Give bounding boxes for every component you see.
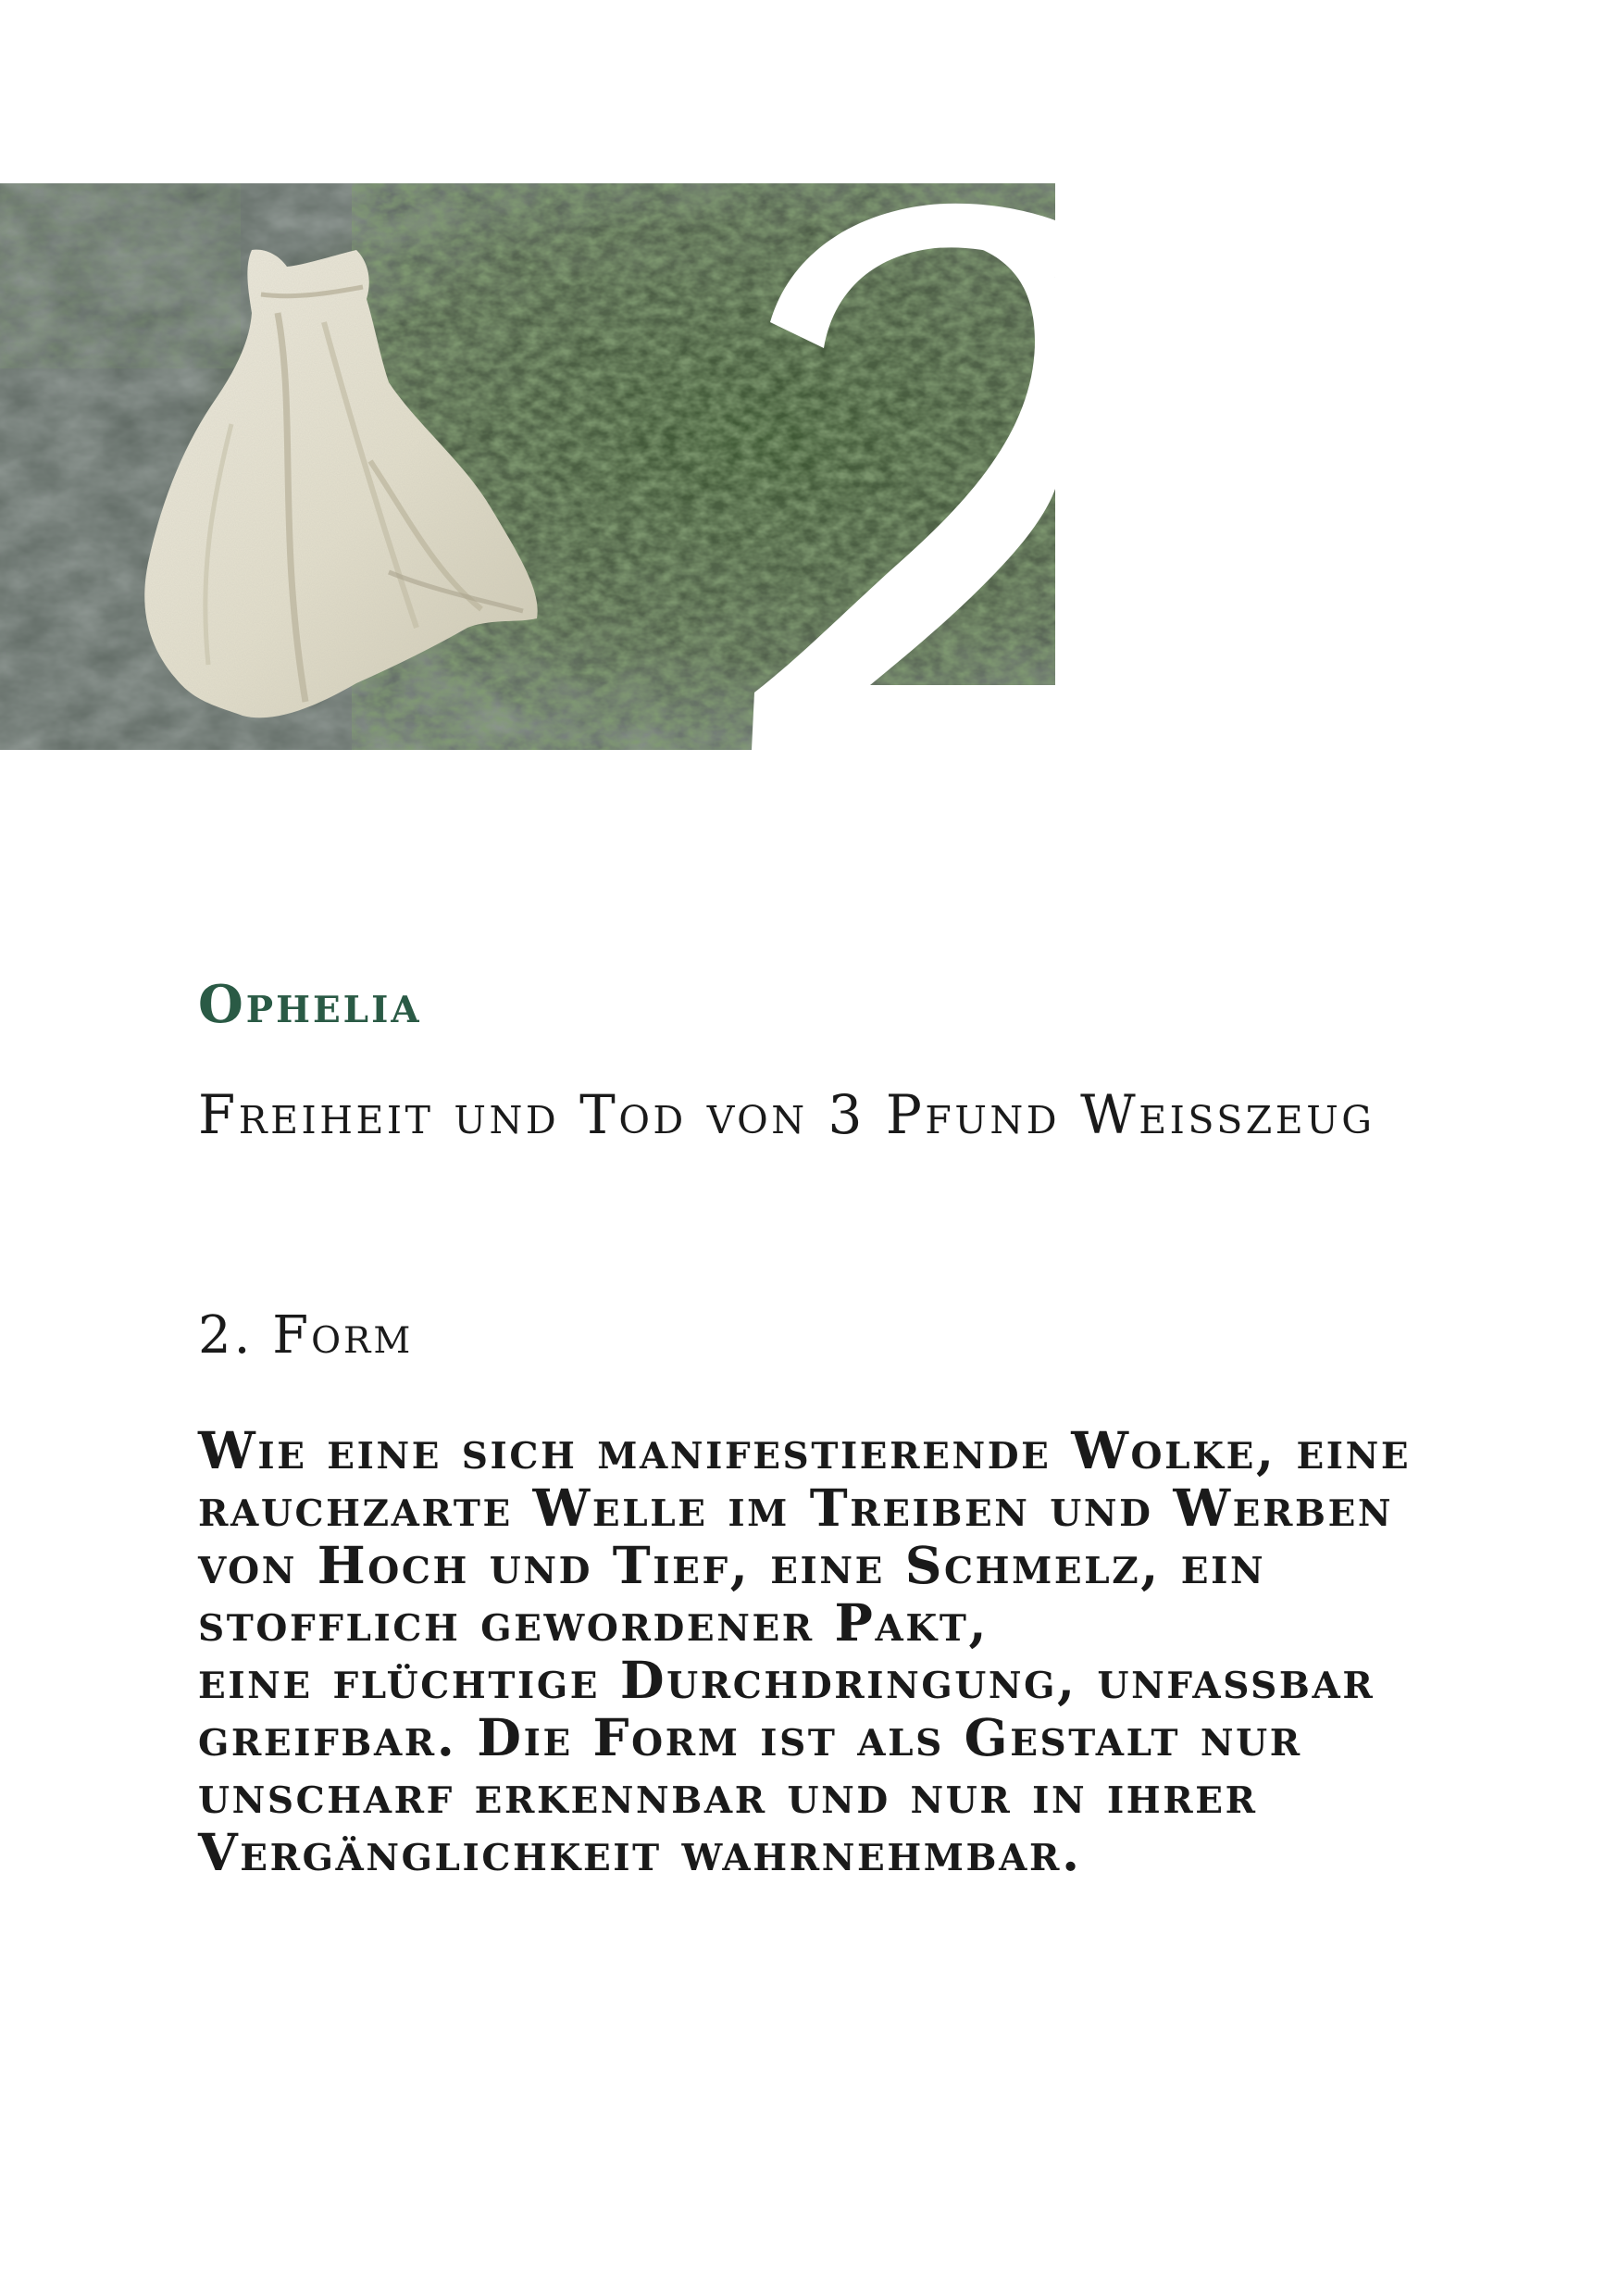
body-line: Wie eine sich manifestierende Wolke, eine: [198, 1420, 1412, 1480]
dress-in-stream-photo: [0, 183, 1055, 750]
body-line: Vergänglichkeit wahrnehmbar.: [198, 1822, 1082, 1882]
project-title: Ophelia: [198, 974, 422, 1035]
section-heading: 2. Form: [198, 1305, 414, 1366]
body-line: rauchzarte Welle im Treiben und Werben: [198, 1478, 1394, 1538]
body-line: greifbar. Die Form ist als Gestalt nur: [198, 1707, 1302, 1767]
chapter-photo-banner: [0, 183, 1055, 750]
body-line: von Hoch und Tief, eine Schmelz, ein: [198, 1535, 1266, 1595]
section-body-text: [198, 1422, 1438, 1881]
project-subtitle: Freiheit und Tod von 3 Pfund Weisszeug: [198, 1083, 1375, 1146]
body-line: stofflich gewordener Pakt,: [198, 1592, 989, 1653]
body-line: unscharf erkennbar und nur in ihrer: [198, 1765, 1258, 1825]
body-line: eine flüchtige Durchdringung, unfassbar: [198, 1650, 1375, 1710]
